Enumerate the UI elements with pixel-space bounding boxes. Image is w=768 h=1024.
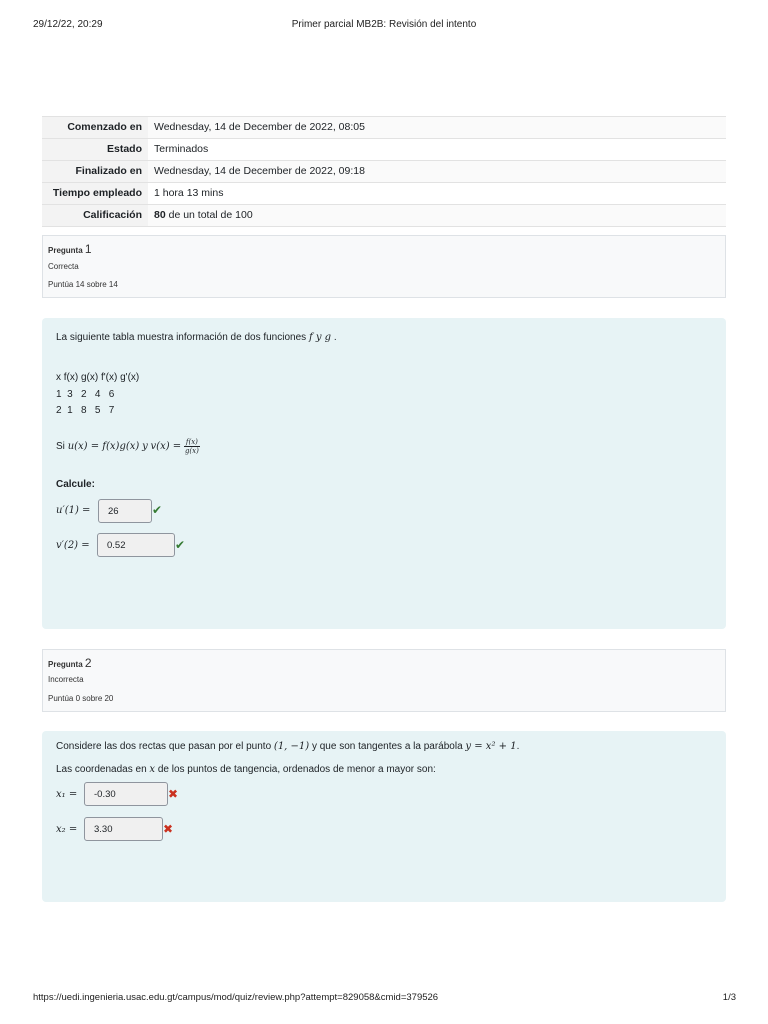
question-number-value: 1 [84,242,92,256]
summary-value: 1 hora 13 mins [148,183,726,205]
print-datetime: 29/12/22, 20:29 [33,19,103,30]
question-grade: Puntúa 14 sobre 14 [48,280,118,289]
question-2-info [42,649,726,712]
answer-label-x1: x₁ = [56,789,78,800]
summary-value [148,205,726,227]
text-part: Las coordenadas en [56,764,147,775]
print-header [0,19,768,33]
math-point: (1, −1) [273,741,310,752]
intro-math: f y g [308,332,332,343]
table-row: 1 3 2 4 6 [56,388,115,400]
print-footer [0,992,768,1006]
summary-row [42,183,726,205]
question-label: Pregunta [48,246,83,255]
function-values-table [56,370,139,420]
question-1-info [42,235,726,298]
summary-row [42,117,726,139]
summary-row [42,205,726,227]
cross-icon: ✖ [163,822,174,836]
summary-label: Tiempo empleado [42,183,148,205]
question-1-formulation [42,318,726,629]
given-v-fraction [184,438,200,455]
text-part: y que son tangentes a la parábola [311,741,463,752]
question-grade: Puntúa 0 sobre 20 [48,694,114,703]
given-prefix: Si [56,441,65,453]
summary-value: Wednesday, 14 de December de 2022, 08:05 [148,117,726,139]
question-number-value: 2 [84,656,92,670]
table-row: 2 1 8 5 7 [56,405,115,416]
text-part: . [516,741,520,752]
given-definitions [56,438,200,455]
summary-row [42,139,726,161]
intro-end: . [333,332,337,343]
question-text-line-2 [56,764,436,775]
answer-label-v: v′(2) = [56,540,90,551]
attempt-summary-table [42,116,726,227]
question-label: Pregunta [48,660,83,669]
fraction-numerator: f(x) [185,438,198,446]
given-sep: y [142,441,148,453]
summary-label: Finalizado en [42,161,148,183]
intro-text: La siguiente tabla muestra información de dos funciones [56,332,307,343]
answer-label-x2: x₂ = [56,824,78,835]
summary-value: Terminados [148,139,726,161]
question-2-formulation [42,731,726,902]
math-x: x [149,764,156,775]
answer-label-u: u′(1) = [56,505,91,516]
cross-icon: ✖ [168,787,179,801]
given-v: v(x) = [150,441,182,453]
question-text-line-1 [56,741,519,752]
text-part: de los puntos de tangencia, ordenados de menor a mayor son: [157,764,436,775]
summary-row [42,161,726,183]
question-state: Incorrecta [48,675,84,684]
page-url: https://uedi.ingenieria.usac.edu.gt/campus/mod/quiz/review.php?attempt=829058&cmid=379526 [33,992,439,1003]
grade-score: 80 [154,209,166,221]
check-icon: ✔ [175,538,186,552]
question-state: Correcta [48,262,79,271]
grade-total: de un total de 100 [165,209,253,221]
page-number: 1/3 [722,992,736,1003]
summary-value: Wednesday, 14 de December de 2022, 09:18 [148,161,726,183]
summary-label: Calificación [42,205,148,227]
print-title: Primer parcial MB2B: Revisión del intento [291,19,477,30]
question-number [48,656,92,670]
table-row: x f(x) g(x) f'(x) g'(x) [56,372,140,383]
answer-input-v[interactable]: 0.52 [97,533,175,557]
answer-input-x1[interactable]: -0.30 [84,782,168,806]
summary-label: Comenzado en [42,117,148,139]
check-icon: ✔ [152,503,163,517]
question-number [48,242,92,256]
given-u: u(x) = f(x)g(x) [67,441,140,453]
calc-label: Calcule: [56,479,95,490]
answer-input-u[interactable]: 26 [98,499,152,523]
summary-label: Estado [42,139,148,161]
text-part: Considere las dos rectas que pasan por el punto [56,741,272,752]
math-parabola: y = x² + 1 [465,741,517,752]
answer-input-x2[interactable]: 3.30 [84,817,163,841]
question-text [56,332,337,343]
fraction-denominator: g(x) [184,447,199,455]
